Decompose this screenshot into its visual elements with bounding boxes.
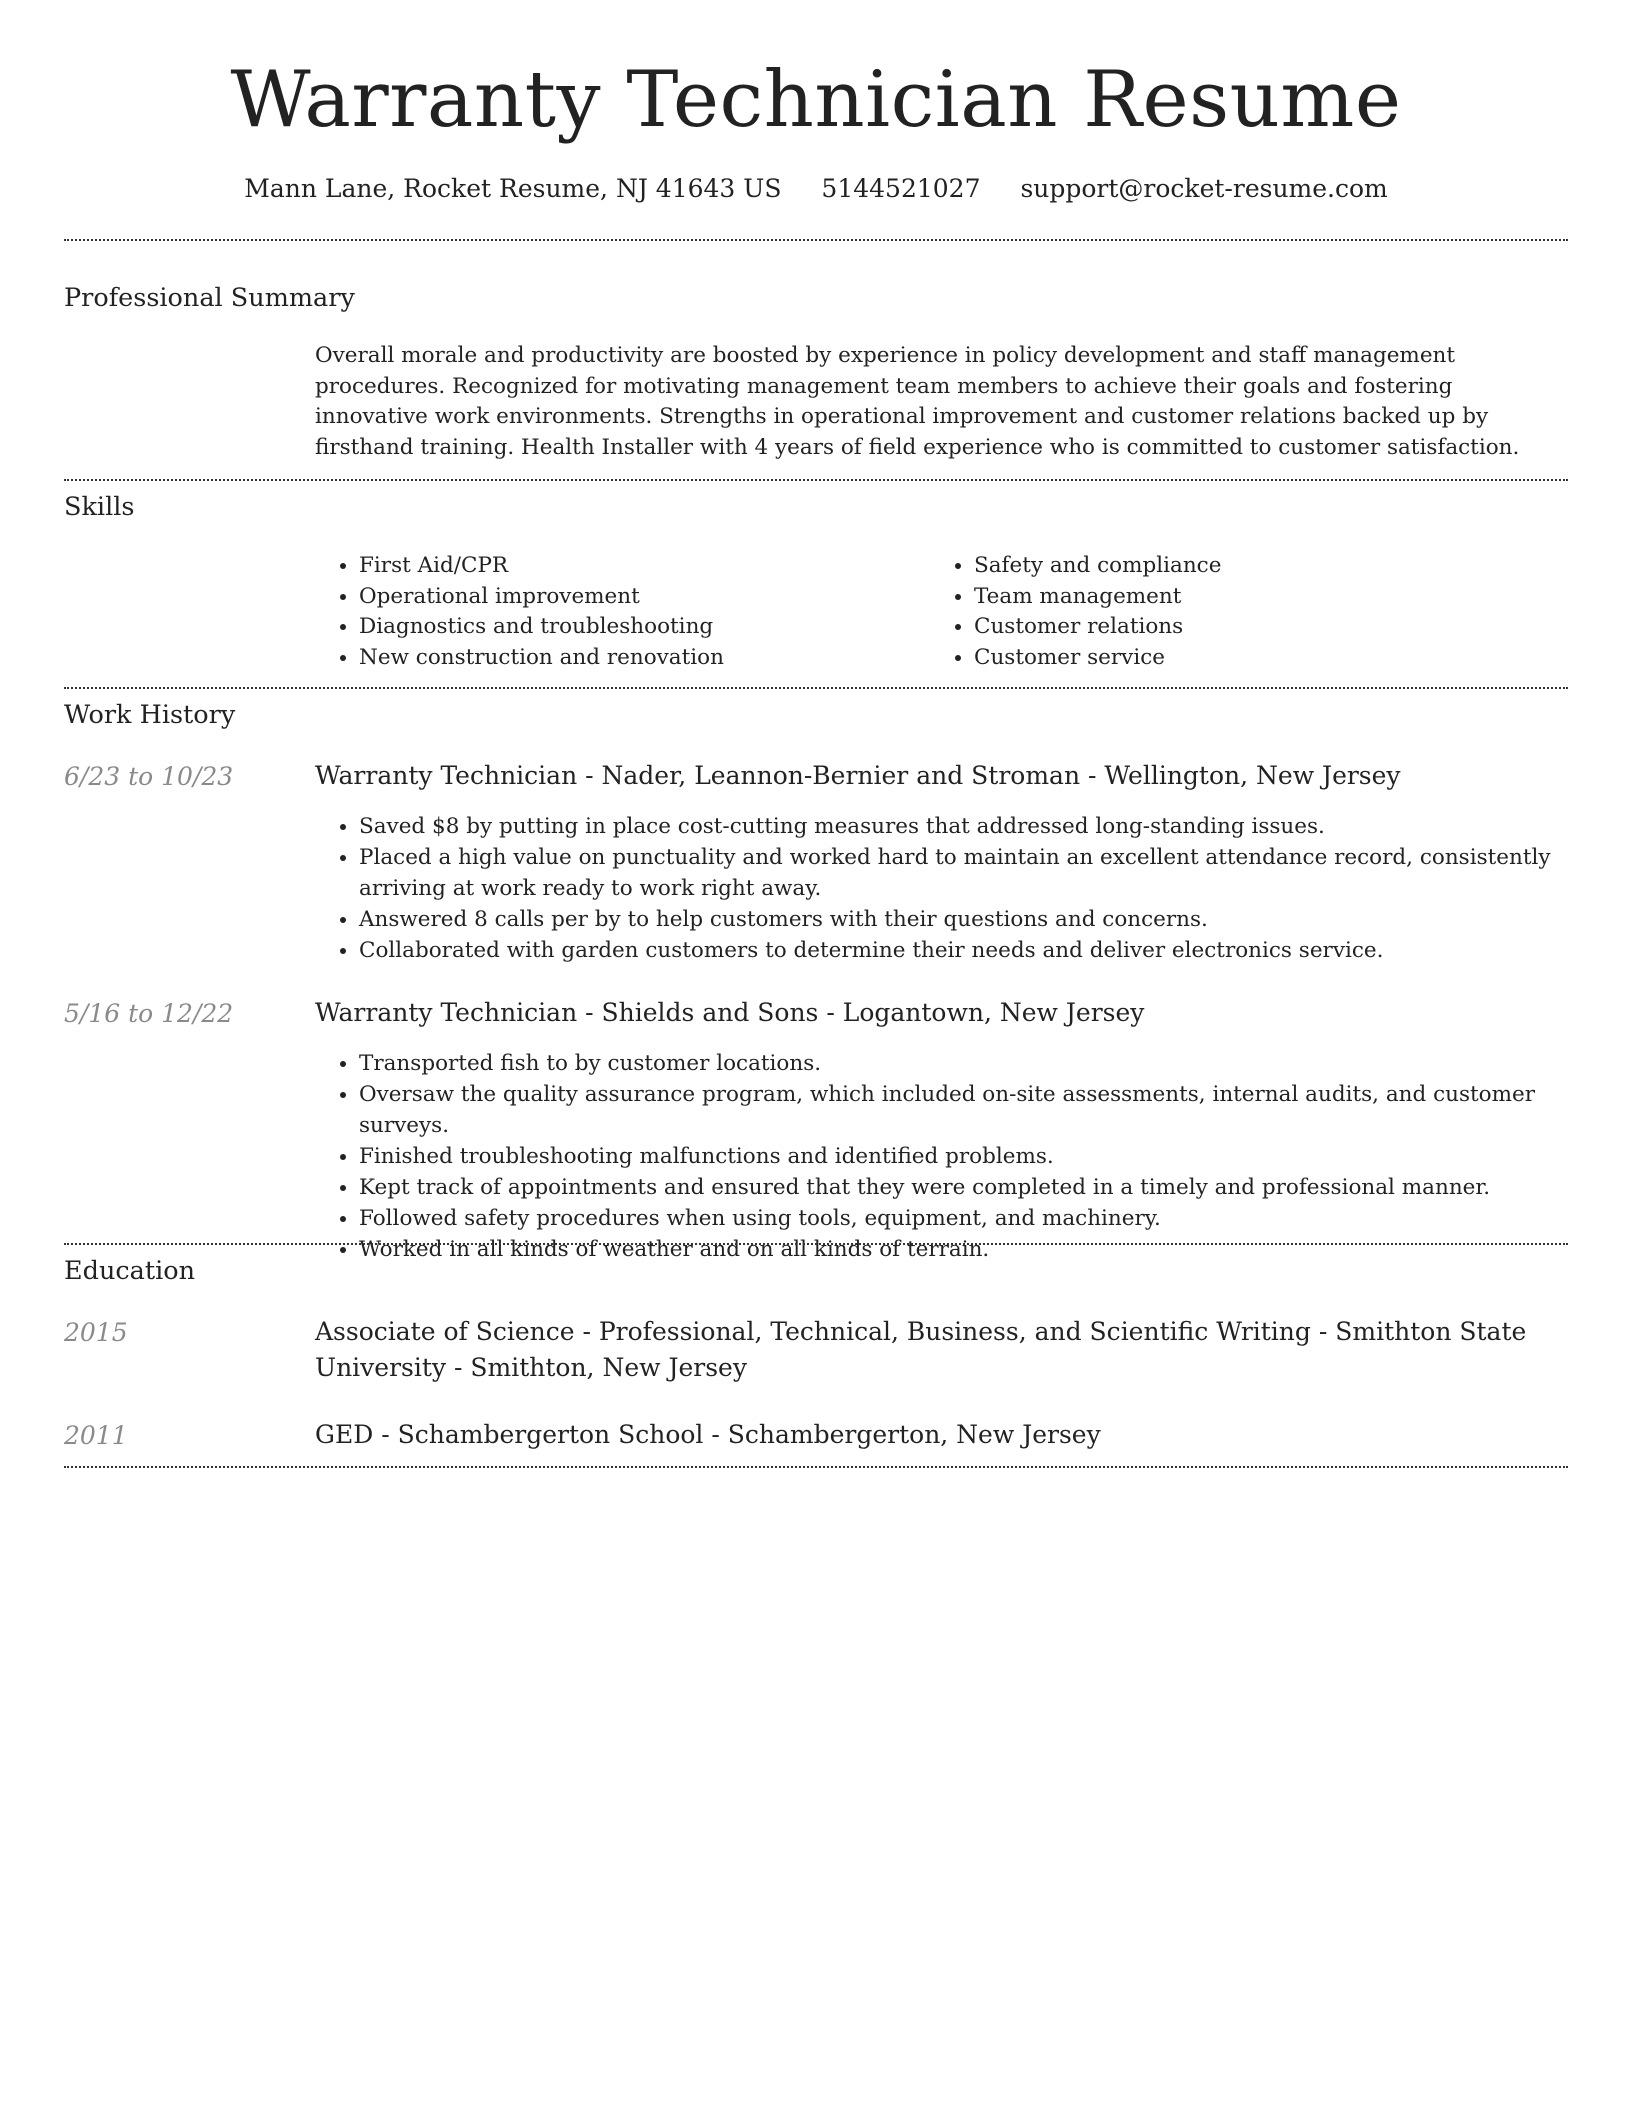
job-bullet: • Answered 8 calls per by to help customers with their questions and concerns.	[359, 904, 1599, 935]
job-title: Warranty Technician - Nader, Leannon-Bernier and Stroman - Wellington, New Jersey	[315, 761, 1401, 790]
job-bullet: • Followed safety procedures when using tools, equipment, and machinery.	[359, 1203, 1599, 1234]
skill-item: • Diagnostics and troubleshooting	[359, 612, 949, 643]
skill-item: • Operational improvement	[359, 582, 949, 613]
divider	[64, 239, 1568, 241]
section-heading-education: Education	[64, 1256, 196, 1286]
skill-item: • Safety and compliance	[974, 551, 1564, 582]
contact-address: Mann Lane, Rocket Resume, NJ 41643 US	[244, 174, 782, 203]
education-entry: GED - Schambergerton School - Schambergerton, New Jersey	[315, 1420, 1101, 1449]
job-bullets	[315, 1048, 1599, 1265]
job-bullet: • Collaborated with garden customers to determine their needs and deliver electronics service.	[359, 935, 1599, 966]
education-year: 2011	[64, 1421, 128, 1450]
job-bullet: • Worked in all kinds of weather and on all kinds of terrain.	[359, 1234, 1599, 1265]
job-bullet: • Saved $8 by putting in place cost-cutting measures that addressed long-standing issues.	[359, 811, 1599, 842]
divider	[64, 479, 1568, 481]
skill-item: • First Aid/CPR	[359, 551, 949, 582]
skill-item: • New construction and renovation	[359, 643, 949, 674]
resume-title: Warranty Technician Resume	[230, 55, 1402, 145]
divider	[64, 1243, 1568, 1245]
job-bullet: • Kept track of appointments and ensured that they were completed in a timely and professional manner.	[359, 1172, 1599, 1203]
job-bullet: • Transported fish to by customer locations.	[359, 1048, 1599, 1079]
section-heading-work: Work History	[64, 700, 236, 730]
skill-item: • Customer service	[974, 643, 1564, 674]
job-bullet: • Finished troubleshooting malfunctions and identified problems.	[359, 1141, 1599, 1172]
section-heading-summary: Professional Summary	[64, 283, 355, 313]
job-bullets	[315, 811, 1599, 966]
education-year: 2015	[64, 1318, 128, 1347]
section-heading-skills: Skills	[64, 492, 135, 522]
skill-item: • Customer relations	[974, 612, 1564, 643]
job-bullet: • Oversaw the quality assurance program, which included on-site assessments, internal audits, and customer surveys.	[359, 1079, 1599, 1141]
contact-phone: 5144521027	[821, 174, 981, 203]
education-entry: Associate of Science - Professional, Technical, Business, and Scientific Writing - Smithton State University - Smithton, New Jersey	[315, 1317, 1527, 1382]
contact-line	[0, 172, 1632, 206]
skill-item: • Team management	[974, 582, 1564, 613]
job-bullet: • Placed a high value on punctuality and worked hard to maintain an excellent attendance record, consistently arriving at work ready to work right away.	[359, 842, 1599, 904]
summary-text: Overall morale and productivity are boosted by experience in policy development and staff management procedures. Recognized for motivating management team members to achieve their goals and fostering innovative work environments. Strengths in operational improvement and customer relations backed up by firsthand training. Health Installer with 4 years of field experience who is committed to customer satisfaction.	[315, 343, 1520, 460]
job-dates: 5/16 to 12/22	[64, 999, 234, 1028]
job-dates: 6/23 to 10/23	[64, 762, 234, 791]
divider	[64, 1466, 1568, 1468]
contact-email: support@rocket-resume.com	[1020, 174, 1388, 203]
skills-list-left	[315, 551, 949, 673]
divider	[64, 687, 1568, 689]
job-title: Warranty Technician - Shields and Sons - Logantown, New Jersey	[315, 998, 1145, 1027]
skills-list-right	[930, 551, 1564, 673]
